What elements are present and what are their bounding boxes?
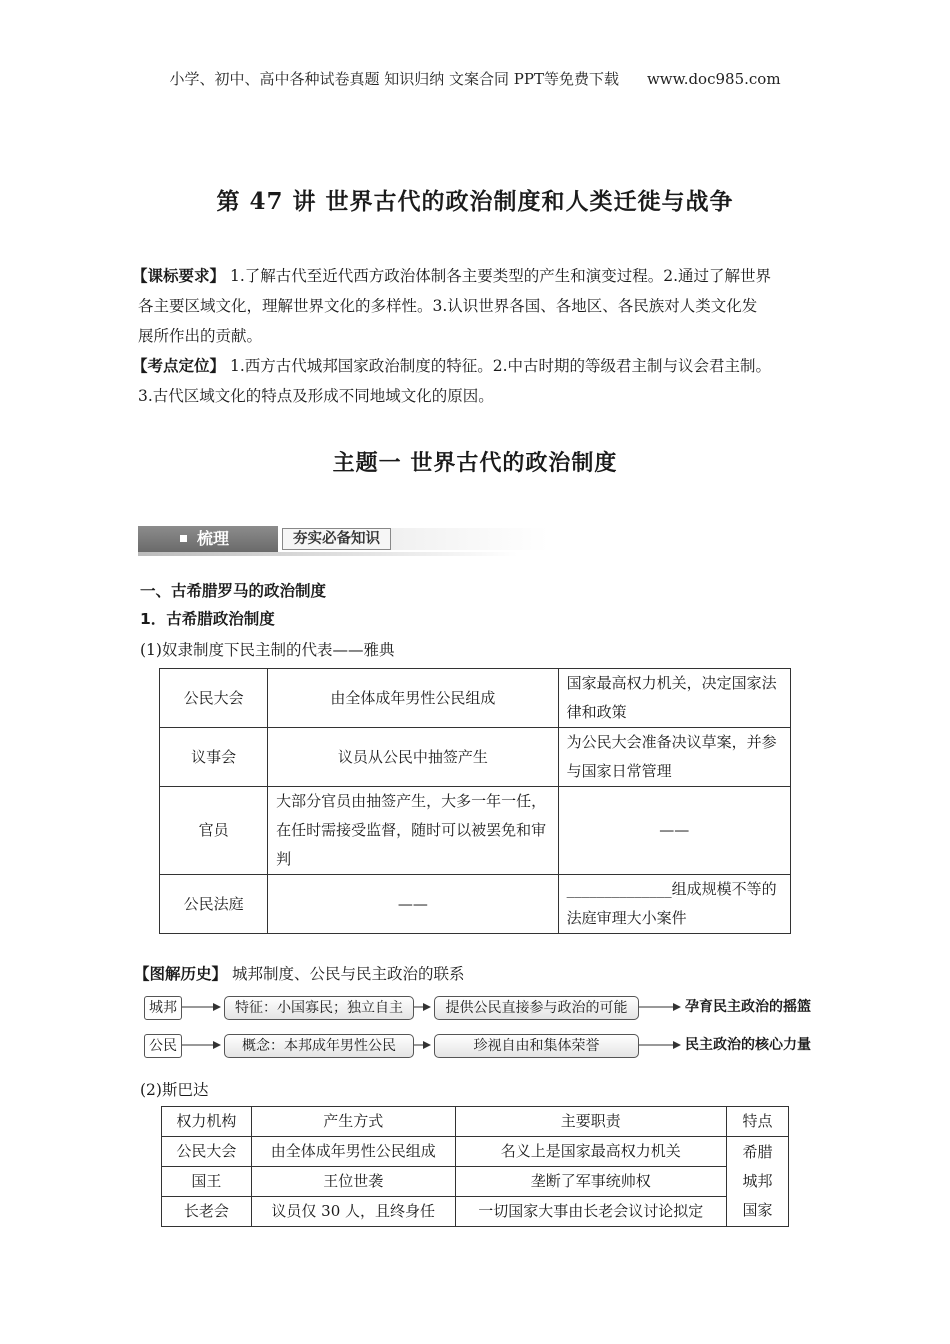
table-row [160,669,791,728]
athens-title: (1)奴隶制度下民主制的代表——雅典 [140,641,395,659]
athens-table [159,668,791,934]
method-cell: 王位世袭 [251,1167,455,1197]
banner-sub-area [282,528,548,550]
banner-underline [138,552,518,556]
header-cell: 产生方式 [251,1107,455,1137]
topic-title: 主题一 世界古代的政治制度 [332,450,618,476]
flow-diagram [140,993,820,1063]
flow-start-city: 城邦 [144,996,182,1020]
exam-points-line2: 3.古代区域文化的特点及形成不同地域文化的原因。 [138,387,494,405]
header-cell: 特点 [727,1107,789,1137]
exam-points-tag: 【考点定位】 [132,356,226,375]
organ-cell: 长老会 [162,1197,252,1227]
exam-points-line1: 1.西方古代城邦国家政治制度的特征。2.中古时期的等级君主制与议会君主制。 [229,357,772,375]
sub-heading: 1．古希腊政治制度 [140,610,275,628]
duty-cell: 为公民大会准备决议草案，并参与国家日常管理 [558,728,790,787]
organ-cell: 公民大会 [162,1137,252,1167]
table-row [160,728,791,787]
duty-cell: ______________组成规模不等的法庭审理大小案件 [558,875,790,934]
section-heading: 一、古希腊罗马的政治制度 [140,582,327,600]
table-row [162,1197,789,1227]
method-cell: 议员从公民中抽签产生 [268,728,558,787]
table-row [160,875,791,934]
flow-box-honor: 珍视自由和集体荣誉 [434,1034,639,1058]
diagram-title: 城邦制度、公民与民主政治的联系 [231,965,465,983]
header-site[interactable]: www.doc985.com [646,70,781,88]
duty-cell: 一切国家大事由长老会议讨论拟定 [455,1197,727,1227]
table-row [160,787,791,875]
flow-start-citizen: 公民 [144,1034,182,1058]
requirements-tag: 【课标要求】 [132,266,226,285]
duty-cell: 名义上是国家最高权力机关 [455,1137,727,1167]
sparta-title: (2)斯巴达 [140,1081,209,1099]
flow-box-possibility: 提供公民直接参与政治的可能 [434,996,639,1020]
feature-line: 希腊 [742,1143,773,1161]
method-cell: 由全体成年男性公民组成 [251,1137,455,1167]
header-cell: 主要职责 [455,1107,727,1137]
diagram-tag: 【图解历史】 [134,964,228,983]
duty-cell: —— [558,787,790,875]
organ-cell: 议事会 [160,728,268,787]
duty-cell: 国家最高权力机关，决定国家法律和政策 [558,669,790,728]
exam-points-block [132,351,818,411]
banner-sub: 夯实必备知识 [282,528,391,550]
table-row [162,1167,789,1197]
requirements-line2: 各主要区域文化，理解世界文化的多样性。3.认识世界各国、各地区、各民族对人类文化发 [138,297,758,315]
flow-box-feature: 特征：小国寡民；独立自主 [224,996,414,1020]
table-header-row [162,1107,789,1137]
organ-cell: 官员 [160,787,268,875]
requirements-line1: 1.了解古代至近代西方政治体制各主要类型的产生和演变过程。2.通过了解世界 [229,267,772,285]
requirements-line3: 展所作出的贡献。 [138,327,263,345]
feature-cell [727,1137,789,1227]
flow-end-core: 民主政治的核心力量 [685,1037,811,1053]
diagram-caption [134,962,465,984]
organ-cell: 公民法庭 [160,875,268,934]
flow-end-cradle: 孕育民主政治的摇篮 [685,999,811,1015]
method-cell: 议员仅 30 人，且终身任 [251,1197,455,1227]
banner-label-box [138,526,278,552]
feature-line: 国家 [742,1201,773,1219]
method-cell: —— [268,875,558,934]
square-bullet-icon [180,535,187,542]
flow-box-concept: 概念：本邦成年男性公民 [224,1034,414,1058]
lecture-title: 第 47 讲 世界古代的政治制度和人类迁徙与战争 [216,188,734,215]
organ-cell: 公民大会 [160,669,268,728]
table-row [162,1137,789,1167]
duty-cell: 垄断了军事统帅权 [455,1167,727,1197]
feature-line: 城邦 [742,1172,773,1190]
method-cell: 大部分官员由抽签产生，大多一年一任，在任时需接受监督，随时可以被罢免和审判 [268,787,558,875]
header-cell: 权力机构 [162,1107,252,1137]
sparta-table [161,1106,789,1227]
section-banner [138,526,518,556]
organ-cell: 国王 [162,1167,252,1197]
header-text: 小学、初中、高中各种试卷真题 知识归纳 文案合同 PPT等免费下载 [169,70,619,88]
page-header [0,68,950,89]
method-cell: 由全体成年男性公民组成 [268,669,558,728]
requirements-block [132,261,818,351]
banner-label: 梳理 [197,529,230,548]
